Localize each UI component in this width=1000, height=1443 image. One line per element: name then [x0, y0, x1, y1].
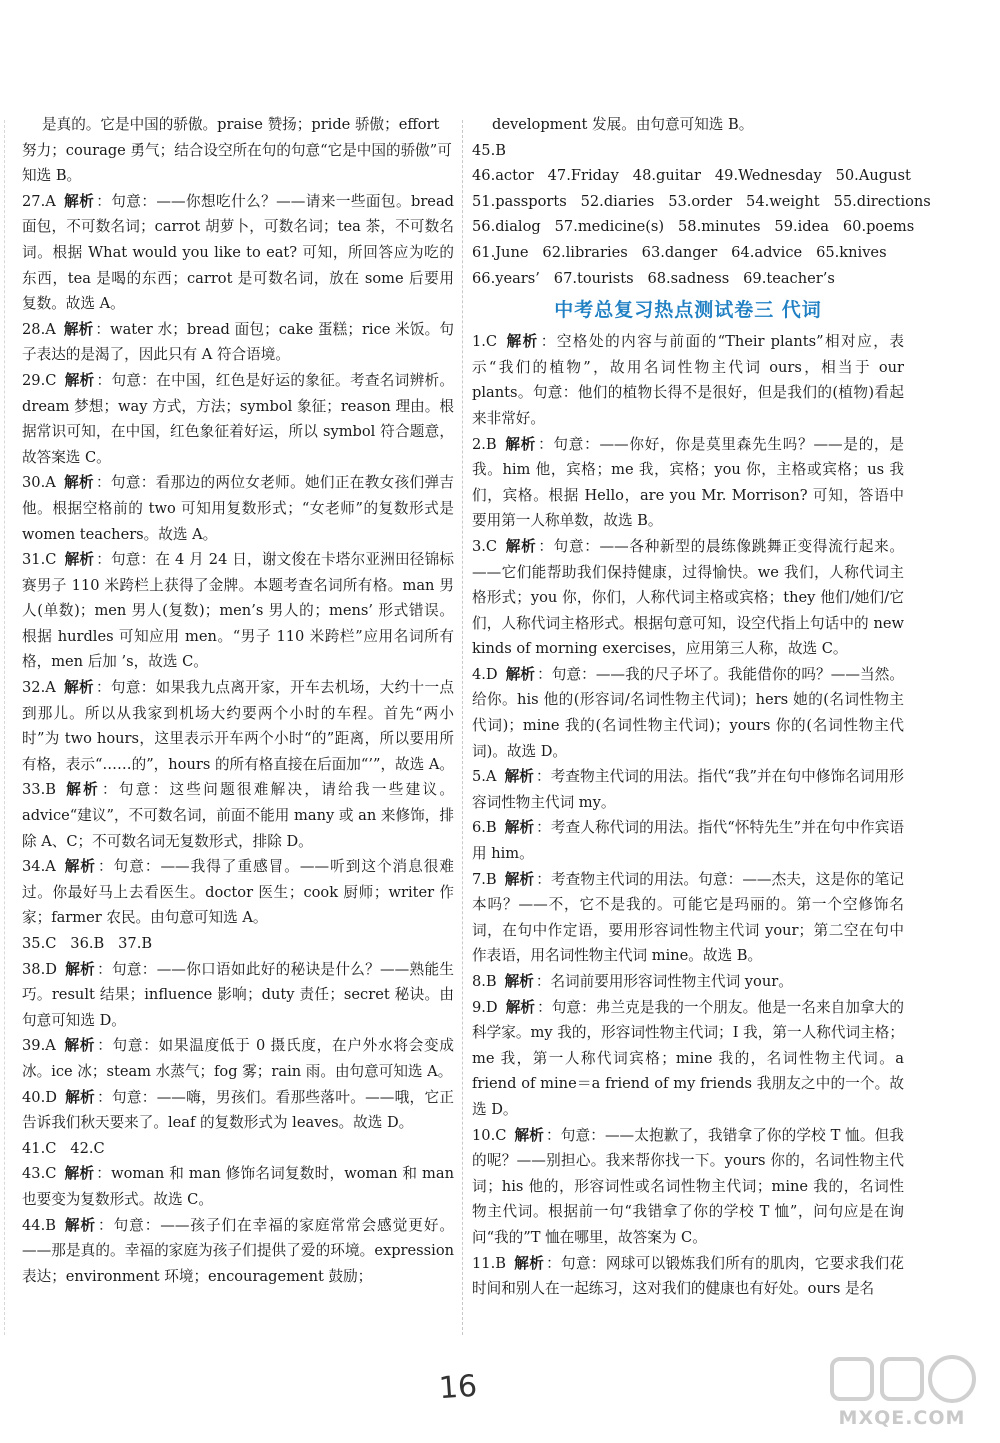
analysis-text: ：句意：——你好，你是莫里森先生吗？——是的，是我。him 他，宾格；me 我，宾格；you 你，主格或宾格；us 我们，宾格。根据 Hello，are you Mr. Morrison? 可知，答语中要用第一人称单数，故选 B。 [472, 435, 904, 530]
analysis-label: 解析 [504, 973, 534, 990]
analysis-label: 解析 [505, 333, 539, 351]
answer-item [472, 1251, 904, 1302]
analysis-text: ：句意：——嗨，男孩们。看那些落叶。——哦，它正告诉我们秋天要来了。leaf 的复数形式为 leaves。故选 D。 [22, 1088, 454, 1132]
analysis-text: ：空格处的内容与前面的“Their plants”相对应，表示“我们的植物”，故用名词性物主代词 ours，相当于 our plants。句意：他们的植物长得不是很好，但是我们的(植物)看起来非常好。 [472, 333, 904, 427]
analysis-label: 解析 [63, 781, 100, 799]
answer-item [22, 854, 454, 931]
answer-item [472, 969, 904, 995]
analysis-label: 解析 [513, 1254, 545, 1272]
continued-text: development 发展。由句意可知选 B。 [492, 116, 754, 133]
answer-item [472, 432, 904, 534]
answer-number: 30.A [22, 474, 56, 492]
analysis-text: ：water 水；bread 面包；cake 蛋糕；rice 米饭。句子表达的是渴了，因此只有 A 符合语境。 [22, 320, 454, 364]
answer-number: 4.D [472, 665, 498, 683]
analysis-label: 解析 [504, 870, 535, 888]
answer-number: 43.C [22, 1165, 57, 1183]
analysis-text: ：句意：——各种新型的晨练像跳舞正变得流行起来。——它们能帮助我们保持健康，过得愉快。we 我们，人称代词主格形式；you 你，你们，人称代词主格或宾格；they 他们/她们/它们，人称代词主格形式。根据句意可知，设空代指上句话中的 new kinds of morning exercises，应用第三人称，故选 C。 [472, 537, 904, 658]
column-divider [462, 120, 463, 1335]
answer-row: 41.C 42.C [22, 1139, 105, 1157]
analysis-text: ：句意：——你口语如此好的秘诀是什么？——熟能生巧。result 结果；influence 影响；duty 责任；secret 秘诀。由句意可知选 D。 [22, 960, 454, 1029]
answer-item [472, 662, 904, 764]
analysis-label: 解析 [514, 1126, 545, 1144]
answer-number: 40.D [22, 1088, 57, 1106]
analysis-text: ：句意：网球可以锻炼我们所有的肌肉，它要求我们花时间和别人在一起练习，这对我们的健康也有好处。ours 是名 [472, 1254, 904, 1298]
analysis-text: ：woman 和 man 修饰名词复数时，woman 和 man 也要变为复数形式。故选 C。 [22, 1165, 454, 1208]
answer-item [22, 1033, 454, 1084]
analysis-text: ：句意：——太抱歉了，我错拿了你的学校 T 恤。但我的呢？——别担心。我来帮你找一下。yours 你的，名词性物主代词；his 他的，形容词性或名词性物主代词；mine 我的，名词性物主代词。根据前一句“我错拿了你的学校 T 恤”，问句应是在询问“我的”T 恤在哪里，故答案为 C。 [472, 1126, 904, 1246]
answer-number: 11.B [472, 1254, 506, 1272]
watermark-icon [822, 1351, 982, 1411]
page-number: 16 [437, 1368, 479, 1407]
analysis-text: ：考查物主代词的用法。指代“我”并在句中修饰名词用形容词性物主代词 my。 [472, 768, 904, 811]
left-column [22, 112, 454, 1289]
watermark-text: MXQE.COM [838, 1407, 966, 1429]
answer-item [22, 368, 454, 470]
answer-row: 46.actor 47.Friday 48.guitar 49.Wednesday 50.August [472, 167, 911, 185]
answer-row: 56.dialog 57.medicine(s) 58.minutes 59.idea 60.poems [472, 218, 915, 236]
analysis-label: 解析 [504, 768, 534, 786]
analysis-text: ：句意：弗兰克是我的一个朋友。他是一名来自加拿大的科学家。my 我的，形容词性物主代词；I 我，第一人称代词主格；me 我，第一人称代词宾格；mine 我的，名词性物主代词。a friend of mine＝a friend of my friends 我朋友之中的一个。故选 D。 [472, 998, 904, 1118]
analysis-text: ：句意：如果我九点离开家，开车去机场，大约十一点到那儿。所以从我家到机场大约要两个小时的车程。首先“两小时”为 two hours，这里表示开车两个小时“的”距离，所以要用所有格，表示“……的”，hours 的所有格直接在后面加“’”，故选 A。 [22, 679, 455, 773]
answer-number: 10.C [472, 1126, 507, 1144]
answer-number: 28.A [22, 320, 56, 338]
section-title: 中考总复习热点测试卷三 代词 [554, 299, 822, 322]
answer-number: 32.A [22, 679, 56, 697]
answer-number: 3.C [472, 537, 498, 555]
answer-item [472, 815, 904, 866]
answer-row: 61.June 62.libraries 63.danger 64.advice 65.knives [472, 243, 887, 261]
answer-number: 29.C [22, 371, 57, 389]
watermark-logo [822, 1351, 982, 1429]
analysis-label: 解析 [63, 858, 96, 876]
analysis-text: ：名词前要用形容词性物主代词 your。 [535, 973, 793, 990]
analysis-label: 解析 [63, 320, 94, 338]
answer-row: 66.years’ 67.tourists 68.sadness 69.teacher’s [472, 269, 835, 287]
analysis-label: 解析 [63, 192, 95, 210]
answer-number: 44.B [22, 1216, 56, 1234]
analysis-label: 解析 [63, 679, 94, 697]
analysis-text: ：句意：在中国，红色是好运的象征。考查名词辨析。dream 梦想；way 方式，方法；symbol 象征；reason 理由。根据常识可知，在中国，红色象征着好运，所以 symbol 符合题意，故答案选 C。 [22, 371, 454, 466]
analysis-label: 解析 [63, 474, 94, 492]
answer-item [22, 470, 454, 547]
analysis-text: ：句意：——你想吃什么？——请来一些面包。bread 面包，不可数名词；carrot 胡萝卜，可数名词；tea 茶，不可数名词。根据 What would you like to eat? 可知，所回答应为吃的东西，tea 是喝的东西；carrot 是可数名词，放在 some 后要用复数。故选 A。 [22, 192, 454, 313]
answer-number: 1.C [472, 333, 498, 351]
answer-row: 45.B [472, 141, 506, 159]
analysis-text: ：句意：——我的尺子坏了。我能借你的吗？——当然。给你。his 他的(形容词/名词性物主代词)；hers 她的(名词性物主代词)；mine 我的(名词性物主代词)；yours 你的(名词性物主代词)。故选 D。 [472, 665, 904, 760]
answer-item [22, 1213, 454, 1290]
analysis-text: ：考查物主代词的用法。句意：——杰夫，这是你的笔记本吗？——不，它不是我的。可能它是玛丽的。第一个空修饰名词，在句中作定语，要用形容词性物主代词 your；第二空在句中作表语，用名词性物主代词 mine。故选 B。 [472, 870, 904, 965]
answer-number: 8.B [472, 973, 497, 990]
analysis-label: 解析 [504, 819, 535, 837]
analysis-label: 解析 [505, 665, 536, 683]
answer-number: 9.D [472, 998, 498, 1016]
answer-number: 34.A [22, 858, 56, 876]
analysis-label: 解析 [505, 537, 537, 555]
analysis-label: 解析 [63, 1216, 97, 1234]
answer-item [22, 189, 454, 317]
answer-number: 39.A [22, 1037, 56, 1055]
answer-item [22, 675, 454, 777]
answer-number: 27.A [22, 192, 56, 210]
analysis-text: ：句意：这些问题很难解决，请给我一些建议。advice“建议”，不可数名词，前面不能用 many 或 an 来修饰，排除 A、C；不可数名词无复数形式，排除 D。 [22, 781, 454, 850]
binding-edge [4, 120, 5, 1335]
analysis-label: 解析 [504, 435, 537, 453]
answer-number: 33.B [22, 781, 56, 799]
right-column [472, 112, 931, 1302]
analysis-label: 解析 [64, 1165, 95, 1183]
analysis-text: ：考查人称代词的用法。指代“怀特先生”并在句中作宾语用 him。 [472, 819, 904, 863]
answer-item [472, 867, 904, 969]
analysis-label: 解析 [64, 960, 96, 978]
answer-item [22, 957, 454, 1034]
analysis-text: ：句意：如果温度低于 0 摄氏度，在户外水将会变成冰。ice 冰；steam 水蒸气；fog 雾；rain 雨。由句意可知选 A。 [22, 1037, 454, 1080]
answer-item [472, 1123, 904, 1251]
analysis-label: 解析 [64, 551, 95, 569]
analysis-text: ：句意：在 4 月 24 日，谢文俊在卡塔尔亚洲田径锦标赛男子 110 米跨栏上获得了金牌。本题考查名词所有格。man 男人(单数)；men 男人(复数)；men’s 男人的；mens’ 形式错误。根据 hurdles 可知应用 men。“男子 110 米跨栏”应用名词所有格，men 后加 ’s，故选 C。 [22, 551, 454, 671]
analysis-label: 解析 [64, 1088, 96, 1106]
answer-row: 35.C 36.B 37.B [22, 935, 153, 952]
answer-row: 51.passports 52.diaries 53.order 54.weight 55.directions [472, 192, 931, 210]
analysis-label: 解析 [63, 1037, 96, 1055]
answer-item [22, 317, 454, 368]
answer-item [22, 1161, 454, 1212]
analysis-label: 解析 [505, 998, 536, 1016]
answer-item [472, 534, 904, 662]
analysis-label: 解析 [64, 371, 95, 389]
analysis-text: ：句意：看那边的两位女老师。她们正在教女孩们弹吉他。根据空格前的 two 可知用复数形式；“女老师”的复数形式是 women teachers。故选 A。 [22, 474, 454, 543]
answer-item [472, 764, 904, 815]
answer-number: 7.B [472, 870, 497, 888]
analysis-text: ：句意：——我得了重感冒。——听到这个消息很难过。你最好马上去看医生。doctor 医生；cook 厨师；writer 作家；farmer 农民。由句意可知选 A。 [22, 858, 454, 927]
answer-number: 5.A [472, 768, 497, 786]
answer-item [22, 547, 454, 675]
answer-item [22, 777, 454, 854]
continued-text: 是真的。它是中国的骄傲。praise 赞扬；pride 骄傲；effort 努力；courage 勇气；结合设空所在句的句意“它是中国的骄傲”可知选 B。 [22, 116, 452, 185]
answer-number: 38.D [22, 960, 57, 978]
answer-number: 31.C [22, 551, 57, 569]
answer-item [472, 329, 904, 431]
analysis-text: ：句意：——孩子们在幸福的家庭常常会感觉更好。——那是真的。幸福的家庭为孩子们提供了爱的环境。expression 表达；environment 环境；encouragement 鼓励； [22, 1216, 454, 1285]
answer-item [472, 995, 904, 1123]
answer-item [22, 1085, 454, 1136]
answer-number: 2.B [472, 435, 497, 453]
answer-number: 6.B [472, 819, 497, 837]
